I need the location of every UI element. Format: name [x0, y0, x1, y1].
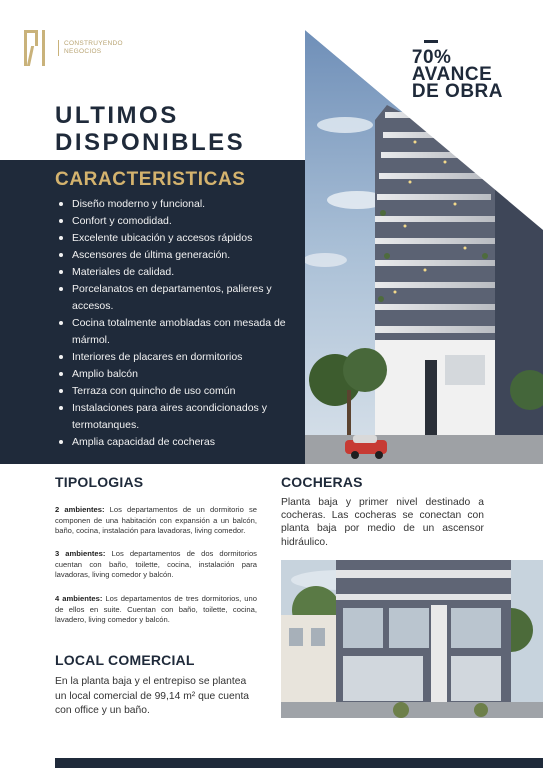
feature-item: Instalaciones para aires acondicionados y termotanques.	[58, 400, 298, 434]
feature-item: Materiales de calidad.	[58, 264, 298, 281]
feature-item: Confort y comodidad.	[58, 213, 298, 230]
building-facade-image	[281, 560, 543, 718]
footer-bar	[55, 758, 543, 768]
caracteristicas-heading: CARACTERISTICAS	[55, 169, 246, 190]
caracteristicas-list	[58, 196, 298, 451]
feature-item: Interiores de placares en dormitorios	[58, 349, 298, 366]
tipologia-text: Los departamentos de dos dormitorios cuentan con baño, toilette, cocina, instalación para lavadoras, living comedor y balcón.	[55, 549, 257, 579]
feature-item: Excelente ubicación y accesos rápidos	[58, 230, 298, 247]
avance-dash	[424, 40, 438, 43]
page-title-line2: DISPONIBLES	[55, 129, 246, 156]
logo-tagline	[58, 40, 123, 56]
tipologias-heading: TIPOLOGIAS	[55, 474, 144, 490]
cocheras-heading: COCHERAS	[281, 474, 363, 490]
feature-item: Terraza con quincho de uso común	[58, 383, 298, 400]
avance-label-line1: AVANCE	[411, 64, 493, 85]
tipologia-label: 2 ambientes:	[55, 505, 105, 514]
avance-obra-badge	[412, 40, 503, 100]
logo-tagline-line2: NEGOCIOS	[64, 48, 102, 55]
feature-item: Ascensores de última generación.	[58, 247, 298, 264]
tipologia-label: 3 ambientes:	[55, 549, 106, 558]
local-comercial-heading: LOCAL COMERCIAL	[55, 652, 195, 668]
tipologia-4-ambientes	[55, 594, 257, 626]
tipologia-2-ambientes	[55, 505, 257, 537]
tipologia-text: Los departamentos de tres dormitorios, uno de ellos en suite. Cuentan con baño, toilette, cocina, lavadero, living comedor y balcón.	[55, 594, 257, 624]
company-logo	[24, 30, 123, 66]
feature-item: Amplio balcón	[58, 366, 298, 383]
logo-tagline-line1: CONSTRUYENDO	[64, 40, 123, 47]
tipologia-label: 4 ambientes:	[55, 594, 103, 603]
feature-item: Diseño moderno y funcional.	[58, 196, 298, 213]
feature-item: Amplia capacidad de cocheras	[58, 434, 298, 451]
avance-percent: 70%	[411, 47, 452, 68]
rsi-logo-mark	[24, 30, 50, 66]
local-comercial-text: En la planta baja y el entrepiso se plantea un local comercial de 99,14 m² que cuenta con office y un baño.	[55, 676, 250, 716]
tipologia-3-ambientes	[55, 549, 257, 581]
feature-item: Cocina totalmente amobladas con mesada de mármol.	[58, 315, 298, 349]
feature-item: Porcelanatos en departamentos, palieres y accesos.	[58, 281, 298, 315]
tipologia-text: Los departamentos de un dormitorio se componen de una habitación con expansión a un balcón, baño, cocina, instalación para lavadoras, living comedor.	[55, 505, 257, 535]
page-title-line1: ULTIMOS	[55, 102, 179, 129]
avance-label-line2: DE OBRA	[411, 81, 503, 102]
page-title	[55, 102, 245, 156]
cocheras-text: Planta baja y primer nivel destinado a cocheras. Las cocheras se conectan con planta baja por medio de un ascensor hidráulico.	[281, 497, 484, 548]
